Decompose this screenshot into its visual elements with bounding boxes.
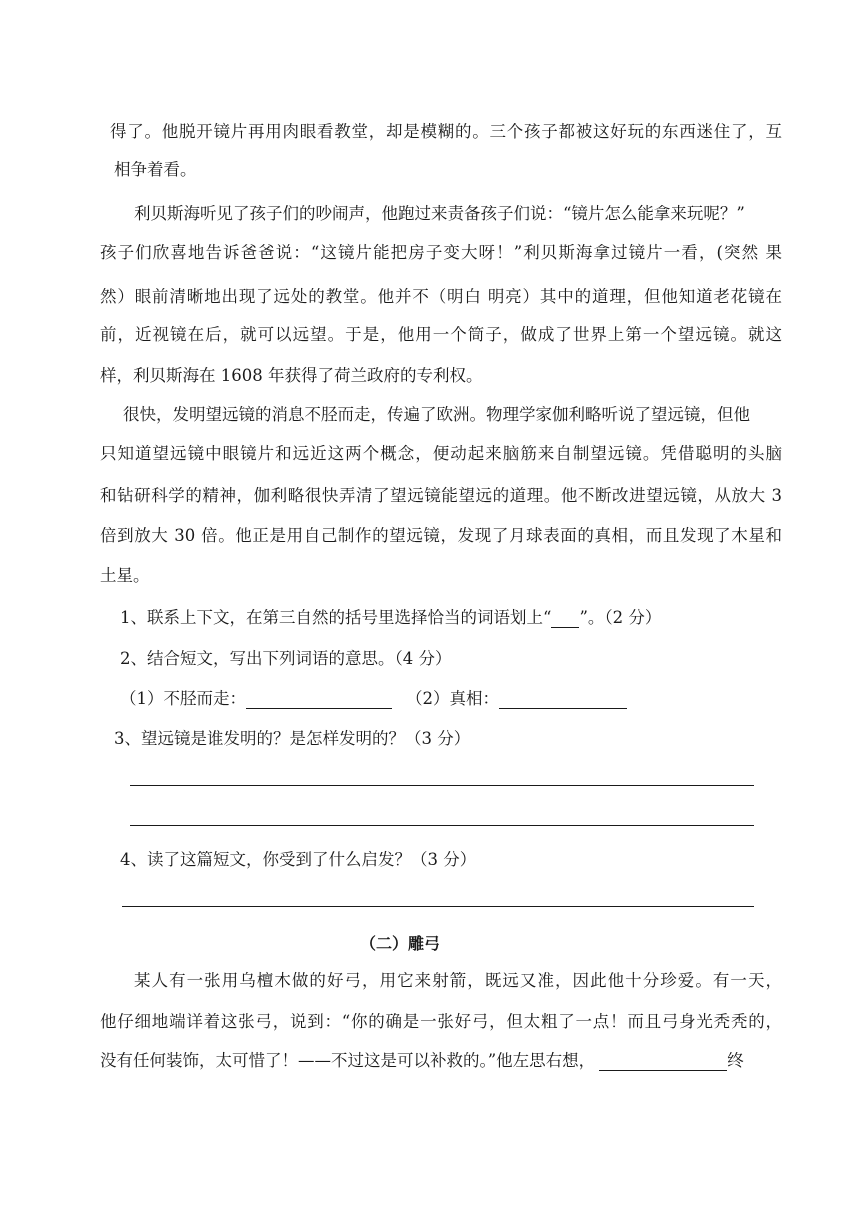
passage1-p1-line-1: 得了。他脱开镜片再用肉眼看教堂，却是模糊的。三个孩子都被这好玩的东西迷住了，互 <box>110 122 782 141</box>
passage2-line-3-end: 终 <box>727 1051 744 1070</box>
passage2-line-3 <box>100 1051 744 1071</box>
passage1-p3-line-3: 和钻研科学的精神，伽利略很快弄清了望远镜能望远的道理。他不断改进望远镜，从放大 3 <box>100 486 782 505</box>
passage1-p2-line-1: 利贝斯海听见了孩子们的吵闹声，他跑过来责备孩子们说：“镜片怎么能拿来玩呢？” <box>134 204 745 223</box>
question-3: 3、望远镜是谁发明的？是怎样发明的？（3 分） <box>114 729 471 748</box>
passage1-p2-line-2: 孩子们欣喜地告诉爸爸说：“这镜片能把房子变大呀！”利贝斯海拿过镜片一看，(突然 果 <box>100 243 782 262</box>
passage1-p3-line-2: 只知道望远镜中眼镜片和远近这两个概念，便动起来脑筋来自制望远镜。凭借聪明的头脑 <box>100 444 782 463</box>
question-2-a-answer-blank[interactable] <box>246 690 392 709</box>
question-1-text: 1、联系上下文，在第三自然的括号里选择恰当的词语划上“ <box>120 608 552 627</box>
question-4-answer-line[interactable] <box>122 906 754 907</box>
passage1-p2-line-3: 然）眼前清晰地出现了远处的教堂。他并不（明白 明亮）其中的道理，但他知道老花镜在 <box>100 287 782 306</box>
passage1-p2-line-4: 前，近视镜在后，就可以远望。于是，他用一个筒子，做成了世界上第一个望远镜。就这 <box>100 325 782 344</box>
question-2-a <box>120 689 627 709</box>
question-1 <box>120 608 661 628</box>
question-4: 4、读了这篇短文，你受到了什么启发？（3 分） <box>120 850 477 869</box>
passage2-line-1: 某人有一张用乌檀木做的好弓，用它来射箭，既远又准，因此他十分珍爱。有一天， <box>134 971 782 990</box>
question-1-underline-sample <box>551 609 579 628</box>
question-2-a-label: （1）不胫而走： <box>120 689 246 708</box>
question-2-b-label: （2）真相： <box>406 689 499 708</box>
question-2-b-answer-blank[interactable] <box>499 690 627 709</box>
passage2-title: （二）雕弓 <box>360 934 441 953</box>
question-1-points: ”。（2 分） <box>579 608 662 627</box>
passage1-p2-line-5: 样，利贝斯海在 1608 年获得了荷兰政府的专利权。 <box>100 366 483 385</box>
passage1-p3-line-1: 很快，发明望远镜的消息不胫而走，传遍了欧洲。物理学家伽利略听说了望远镜，但他 <box>123 405 750 424</box>
passage2-line-3-text: 没有任何装饰，太可惜了！——不过这是可以补救的。”他左思右想， <box>100 1051 596 1070</box>
question-3-answer-line-2[interactable] <box>130 825 754 826</box>
passage2-line-2: 他仔细地端详着这张弓，说到：“你的确是一张好弓，但太粗了一点！而且弓身光秃秃的， <box>100 1012 782 1031</box>
passage1-p3-line-5: 土星。 <box>100 566 150 585</box>
passage2-fill-blank[interactable] <box>599 1052 727 1071</box>
passage1-p3-line-4: 倍到放大 30 倍。他正是用自己制作的望远镜，发现了月球表面的真相，而且发现了木星和 <box>100 526 782 545</box>
passage1-p1-line-2: 相争着看。 <box>114 160 197 179</box>
question-3-answer-line-1[interactable] <box>130 785 754 786</box>
question-2: 2、结合短文，写出下列词语的意思。（4 分） <box>120 649 452 668</box>
